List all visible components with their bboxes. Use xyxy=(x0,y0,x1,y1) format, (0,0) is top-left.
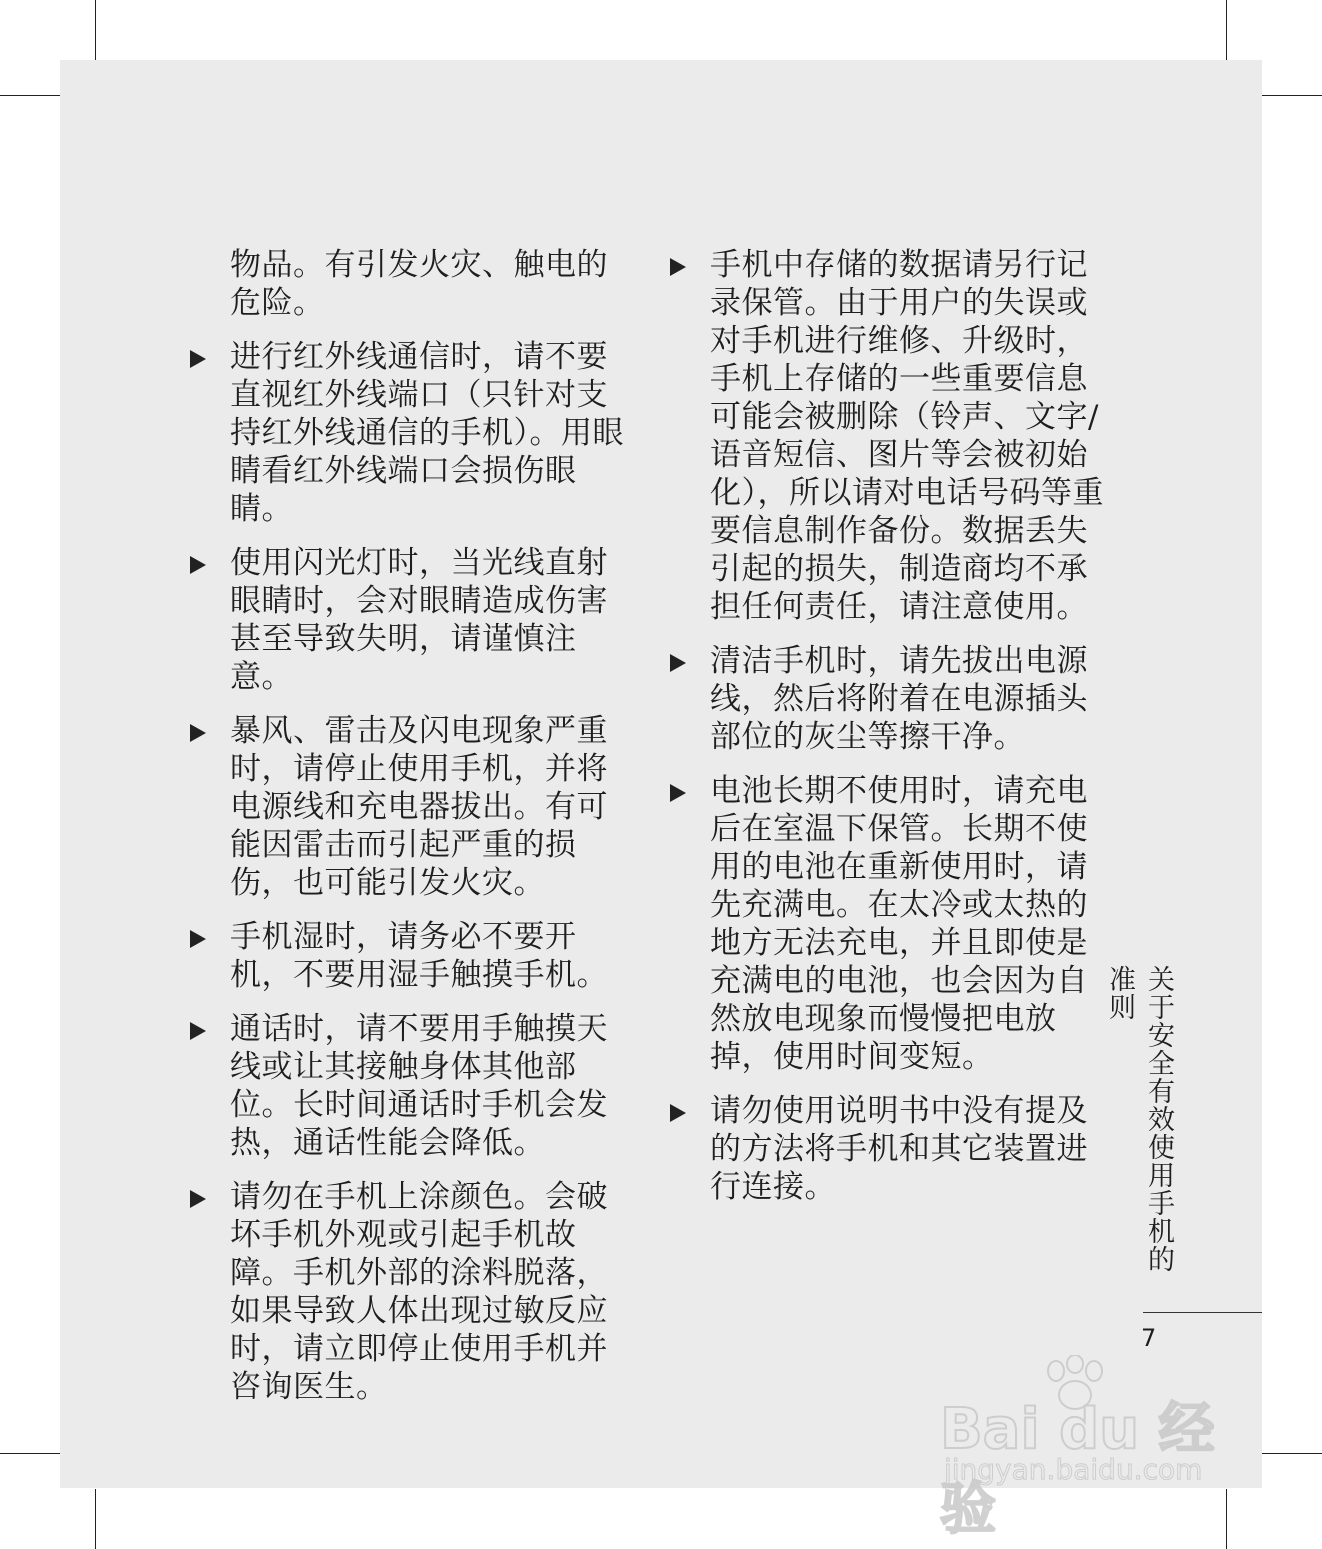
list-item xyxy=(190,246,630,322)
item-text: 手机中存储的数据请另行记录保管。由于用户的失误或对手机进行维修、升级时，手机上存储的一些重要信息可能会被删除（铃声、文字/语音短信、图片等会被初始化），所以请对电话号码等重要信息制作备份。数据丢失引起的损失，制造商均不承担任何责任，请注意使用。 xyxy=(710,247,1104,625)
crop-mark xyxy=(0,95,60,96)
item-text: 暴风、雷击及闪电现象严重时，请停止使用手机，并将电源线和充电器拔出。有可能因雷击而引起严重的损伤，也可能引发火灾。 xyxy=(230,713,608,901)
list-item xyxy=(190,918,630,994)
list-item xyxy=(190,712,630,902)
item-text: 进行红外线通信时，请不要直视红外线端口（只针对支持红外线通信的手机）。用眼睛看红外线端口会损伤眼睛。 xyxy=(230,339,624,527)
crop-mark xyxy=(1262,1453,1322,1454)
triangle-bullet-icon xyxy=(190,930,206,948)
list-item xyxy=(190,1178,630,1406)
triangle-bullet-icon xyxy=(190,724,206,742)
list-item xyxy=(670,246,1110,626)
item-text: 请勿使用说明书中没有提及的方法将手机和其它装置进行连接。 xyxy=(710,1093,1088,1205)
item-text: 使用闪光灯时，当光线直射眼睛时，会对眼睛造成伤害甚至导致失明，请谨慎注意。 xyxy=(230,545,608,695)
triangle-bullet-icon xyxy=(670,654,686,672)
triangle-bullet-icon xyxy=(670,1104,686,1122)
divider xyxy=(1143,1312,1262,1313)
section-title-vertical: 关于安全有效使用手机的准则 xyxy=(1104,965,1174,1273)
crop-mark xyxy=(1262,95,1322,96)
item-text: 请勿在手机上涂颜色。会破坏手机外观或引起手机故障。手机外部的涂料脱落，如果导致人体出现过敏反应时，请立即停止使用手机并咨询医生。 xyxy=(230,1179,608,1405)
crop-mark xyxy=(95,0,96,60)
baidu-watermark xyxy=(930,1355,1250,1542)
watermark-brand: Bai du 经验 xyxy=(940,1397,1215,1542)
list-item xyxy=(190,1010,630,1162)
triangle-bullet-icon xyxy=(190,556,206,574)
page-number: 7 xyxy=(1141,1324,1157,1352)
list-item xyxy=(670,772,1110,1076)
watermark-url: jingyan.baidu.com xyxy=(944,1453,1203,1486)
triangle-bullet-icon xyxy=(670,784,686,802)
crop-mark xyxy=(95,1489,96,1549)
triangle-bullet-icon xyxy=(190,1190,206,1208)
left-column xyxy=(190,246,630,1422)
item-text: 物品。有引发火灾、触电的危险。 xyxy=(230,247,608,321)
right-column xyxy=(670,246,1110,1222)
list-item xyxy=(190,338,630,528)
list-item xyxy=(670,642,1110,756)
list-item xyxy=(190,544,630,696)
item-text: 通话时，请不要用手触摸天线或让其接触身体其他部位。长时间通话时手机会发热，通话性能会降低。 xyxy=(230,1011,608,1161)
crop-mark xyxy=(0,1453,60,1454)
triangle-bullet-icon xyxy=(670,258,686,276)
list-item xyxy=(670,1092,1110,1206)
item-text: 电池长期不使用时，请充电后在室温下保管。长期不使用的电池在重新使用时，请先充满电。在太冷或太热的地方无法充电，并且即使是充满电的电池，也会因为自然放电现象而慢慢把电放掉，使用时间变短。 xyxy=(710,773,1088,1075)
item-text: 清洁手机时，请先拔出电源线，然后将附着在电源插头部位的灰尘等擦干净。 xyxy=(710,643,1088,755)
triangle-bullet-icon xyxy=(190,1022,206,1040)
crop-mark xyxy=(1226,0,1227,60)
triangle-bullet-icon xyxy=(190,350,206,368)
item-text: 手机湿时，请务必不要开机，不要用湿手触摸手机。 xyxy=(230,919,608,993)
